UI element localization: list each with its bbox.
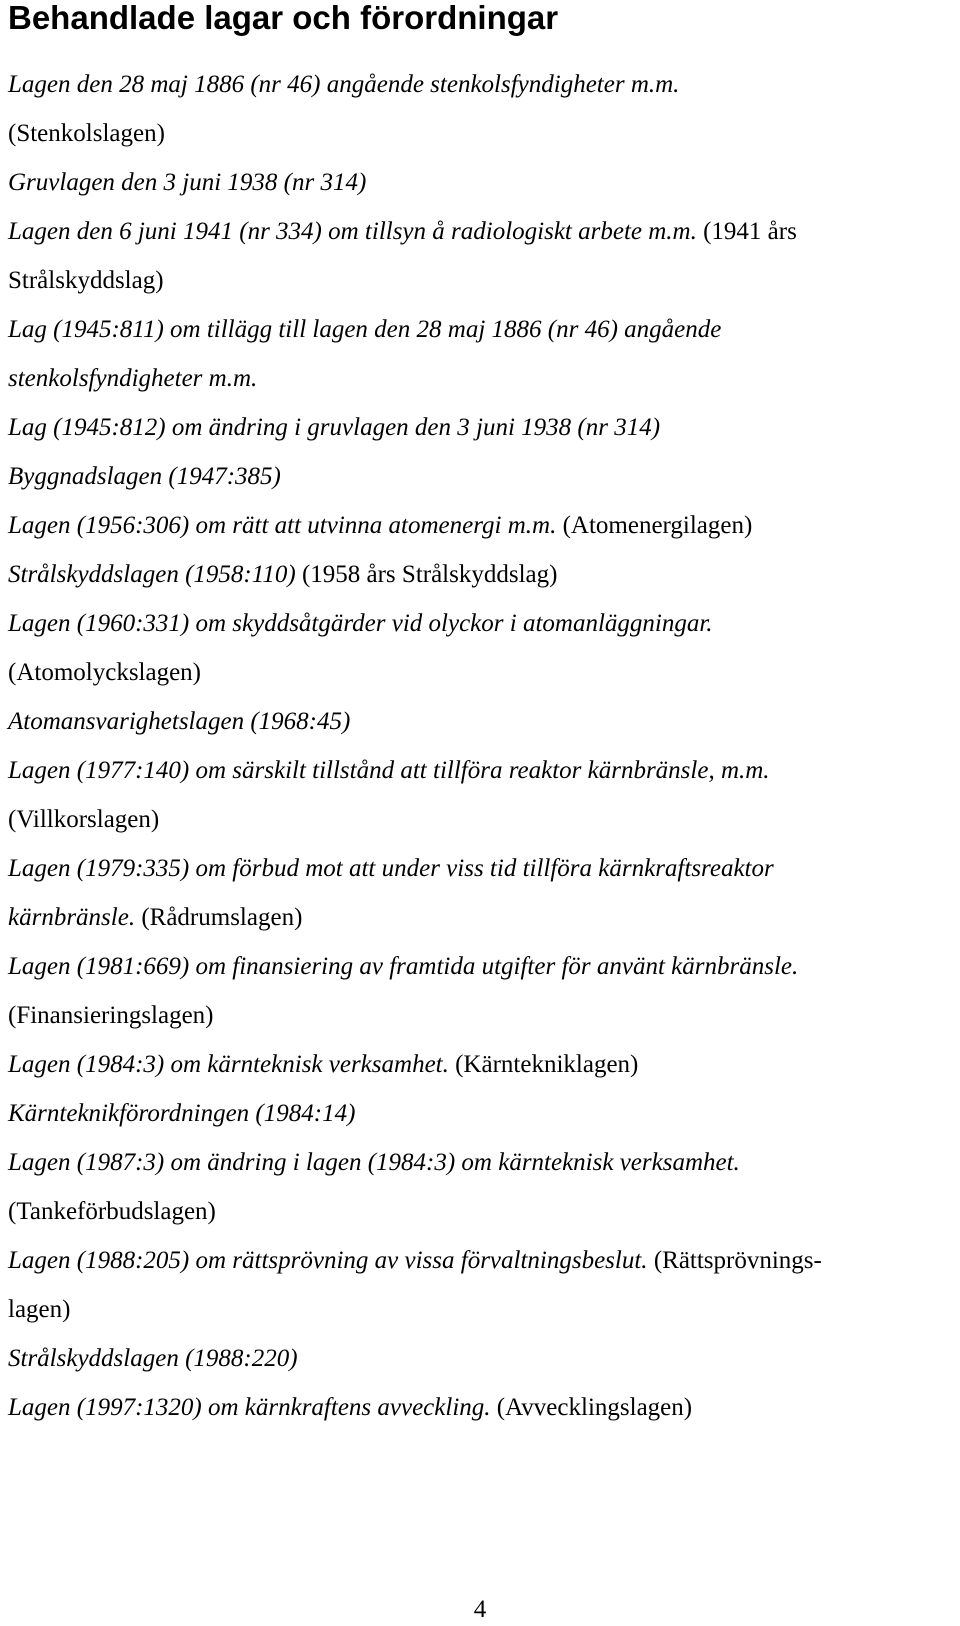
law-short-name: (1958 års Strålskyddslag) [295,561,558,588]
law-line [8,942,953,991]
law-title: Strålskyddslagen (1988:220) [8,1345,298,1372]
law-short-name: (Kärntekniklagen) [448,1051,639,1078]
law-title: Lagen (1979:335) om förbud mot att under viss tid tillföra kärnkraftsreaktor [8,855,774,882]
law-title: Lagen den 28 maj 1886 (nr 46) angående stenkolsfyndigheter m.m. [8,71,680,98]
law-line [8,1285,953,1334]
law-line [8,207,953,256]
law-line [8,795,953,844]
law-line [8,452,953,501]
law-title: Lagen (1977:140) om särskilt tillstånd att tillföra reaktor kärnbränsle, m.m. [8,757,770,784]
law-line [8,109,953,158]
law-line [8,158,953,207]
law-short-name: Strålskyddslag) [8,267,164,294]
law-title: Lag (1945:811) om tillägg till lagen den 28 maj 1886 (nr 46) angående [8,316,722,343]
law-list [8,60,953,1432]
law-line [8,991,953,1040]
law-title: Lagen (1956:306) om rätt att utvinna atomenergi m.m. [8,512,557,539]
law-line [8,844,953,893]
law-short-name: (Rättsprövnings- [647,1247,822,1274]
law-short-name: (Rådrumslagen) [135,904,303,931]
law-line [8,1089,953,1138]
law-line [8,550,953,599]
law-line [8,893,953,942]
law-line [8,697,953,746]
law-short-name: lagen) [8,1296,71,1323]
law-line [8,501,953,550]
law-line [8,305,953,354]
law-line [8,648,953,697]
law-line [8,599,953,648]
law-line [8,1187,953,1236]
law-title: Lagen (1984:3) om kärnteknisk verksamhet. [8,1051,449,1078]
law-title: Lagen (1997:1320) om kärnkraftens avveckling. [8,1394,491,1421]
law-short-name: (Avvecklingslagen) [490,1394,693,1421]
law-line [8,1040,953,1089]
law-short-name: (Stenkolslagen) [8,120,165,147]
law-title: Gruvlagen den 3 juni 1938 (nr 314) [8,169,367,196]
law-short-name: (Finansieringslagen) [8,1002,214,1029]
law-title: Lag (1945:812) om ändring i gruvlagen den 3 juni 1938 (nr 314) [8,414,661,441]
law-short-name: (Atomenergilagen) [556,512,753,539]
law-title: Byggnadslagen (1947:385) [8,463,281,490]
law-line [8,60,953,109]
law-line [8,1334,953,1383]
law-short-name: (Atomolyckslagen) [8,659,202,686]
law-line [8,403,953,452]
page-heading: Behandlade lagar och förordningar [8,0,559,36]
law-short-name: (1941 års [696,218,797,245]
law-title: Kärnteknikförordningen (1984:14) [8,1100,356,1127]
law-title: Lagen den 6 juni 1941 (nr 334) om tillsyn å radiologiskt arbete m.m. [8,218,697,245]
page-number: 4 [473,1596,487,1623]
law-line [8,256,953,305]
law-title: Lagen (1981:669) om finansiering av framtida utgifter för använt kärnbränsle. [8,953,799,980]
law-line [8,1138,953,1187]
law-title: kärnbränsle. [8,904,136,931]
law-line [8,1236,953,1285]
law-short-name: (Tankeförbudslagen) [8,1198,216,1225]
law-title: Lagen (1988:205) om rättsprövning av vissa förvaltningsbeslut. [8,1247,648,1274]
law-title: Strålskyddslagen (1958:110) [8,561,296,588]
law-line [8,746,953,795]
law-title: Lagen (1987:3) om ändring i lagen (1984:3) om kärnteknisk verksamhet. [8,1149,740,1176]
law-title: Atomansvarighetslagen (1968:45) [8,708,351,735]
law-title: stenkolsfyndigheter m.m. [8,365,258,392]
law-line [8,1383,953,1432]
law-short-name: (Villkorslagen) [8,806,160,833]
law-title: Lagen (1960:331) om skyddsåtgärder vid olyckor i atomanläggningar. [8,610,713,637]
law-line [8,354,953,403]
